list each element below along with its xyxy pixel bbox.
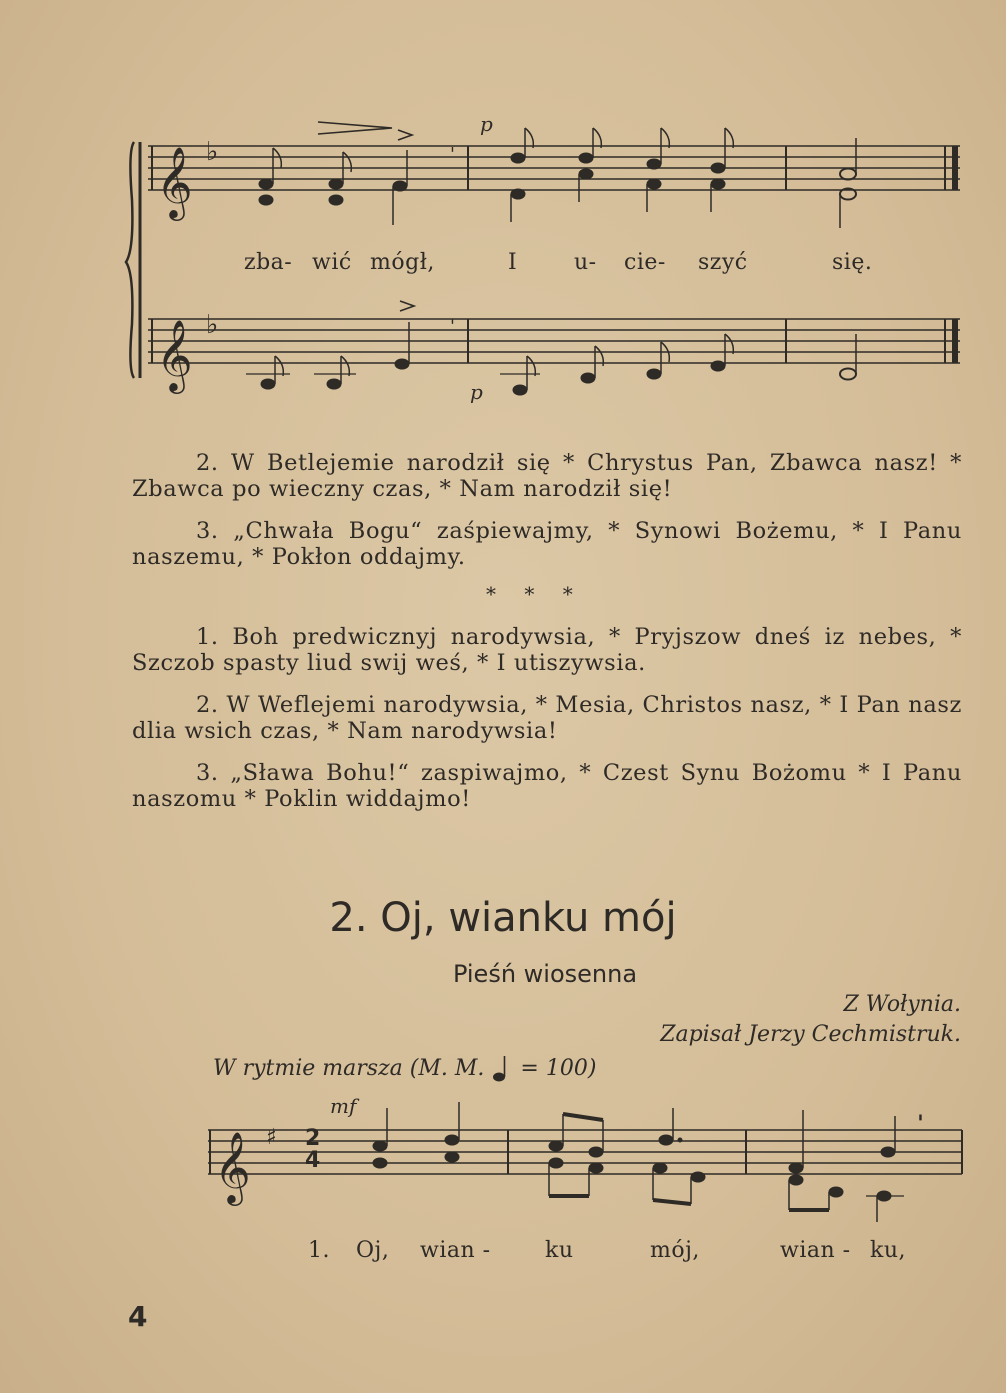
dynamic-marking-lower: p xyxy=(470,380,483,404)
accent-mark xyxy=(400,301,414,311)
verse-number: 3. xyxy=(196,760,219,786)
accent-mark xyxy=(398,130,412,140)
song-recorded-by: Zapisał Jerzy Cechmistruk. xyxy=(660,1022,961,1047)
svg-text:': ' xyxy=(450,144,455,165)
time-signature-top: 2 xyxy=(305,1126,321,1151)
tempo-marking xyxy=(213,1055,596,1083)
verse-polish-3 xyxy=(132,518,962,570)
verse-polish-2 xyxy=(132,450,962,502)
svg-text:': ' xyxy=(450,316,455,337)
time-signature xyxy=(305,1128,320,1172)
lyric-syllable: mój, xyxy=(650,1238,700,1263)
lyric-syllable: szyć xyxy=(698,250,748,275)
verse-number: 1. xyxy=(196,624,219,650)
music-system-2 xyxy=(0,1080,1006,1230)
tempo-suffix: = 100) xyxy=(520,1056,597,1081)
lyric-syllable: mógł, xyxy=(370,250,435,275)
lyric-syllable: Oj, xyxy=(356,1238,390,1263)
song-title: 2. Oj, wianku mój xyxy=(329,895,677,941)
lyric-syllable: ku, xyxy=(870,1238,906,1263)
lyric-syllable: wić xyxy=(312,250,352,275)
verse-text: Boh predwicznyj narodywsia, * Pryjszow dneś iz nebes, * Szczob spasty liud swij weś, * I utiszywsia. xyxy=(132,624,962,676)
verse-number: 2. xyxy=(196,692,219,718)
verse-ukrainian-1 xyxy=(132,624,962,676)
verse-text: „Chwała Bogu“ zaśpiewajmy, * Synowi Bożemu, * I Panu naszemu, * Pokłon oddajmy. xyxy=(132,518,962,570)
treble-clef-icon: 𝄞 xyxy=(214,1130,251,1203)
treble-clef-icon: 𝄞 xyxy=(156,145,193,218)
svg-text:': ' xyxy=(918,1112,923,1133)
music-system-1 xyxy=(0,0,1006,420)
lyric-syllable: wian - xyxy=(780,1238,851,1263)
verse-ukrainian-3 xyxy=(132,760,962,812)
verse-number: 2. xyxy=(196,450,219,476)
lyric-syllable: się. xyxy=(832,250,873,275)
lyric-syllable: I xyxy=(508,250,518,275)
time-signature-bottom: 4 xyxy=(305,1148,321,1173)
verse-text: W Weflejemi narodywsia, * Mesia, Christos nasz, * I Pan nasz dlia wsich czas, * Nam narodywsia! xyxy=(132,692,962,744)
tempo-prefix: W rytmie marsza (M. M. xyxy=(213,1056,485,1081)
dynamic-marking-mf: mf xyxy=(330,1094,357,1118)
lyric-syllable: u- xyxy=(574,250,597,275)
page-number: 4 xyxy=(128,1300,148,1333)
sharp-icon: ♯ xyxy=(266,1125,277,1150)
dynamic-marking-upper: p xyxy=(480,112,493,136)
song-subtitle: Pieśń wiosenna xyxy=(452,960,638,988)
flat-icon: ♭ xyxy=(206,310,219,340)
lyric-syllable: 1. xyxy=(308,1238,330,1263)
lyric-syllable: zba- xyxy=(244,250,293,275)
verse-number: 3. xyxy=(196,518,219,544)
quarter-note-icon xyxy=(491,1055,513,1083)
decrescendo-hairpin xyxy=(318,122,392,134)
lyric-syllable: cie- xyxy=(624,250,666,275)
lyric-syllable: ku xyxy=(545,1238,574,1263)
verse-text: „Sława Bohu!“ zaspiwajmo, * Czest Synu Bożomu * I Panu naszomu * Poklin widdajmo! xyxy=(132,760,962,812)
flat-icon: ♭ xyxy=(206,137,219,167)
section-separator: * * * xyxy=(486,582,573,606)
lyric-syllable: wian - xyxy=(420,1238,491,1263)
song-origin: Z Wołynia. xyxy=(843,992,961,1017)
verse-text: W Betlejemie narodził się * Chrystus Pan, Zbawca nasz! * Zbawca po wieczny czas, * Nam narodził się! xyxy=(132,450,962,502)
treble-clef-icon: 𝄞 xyxy=(156,318,193,391)
verse-ukrainian-2 xyxy=(132,692,962,744)
